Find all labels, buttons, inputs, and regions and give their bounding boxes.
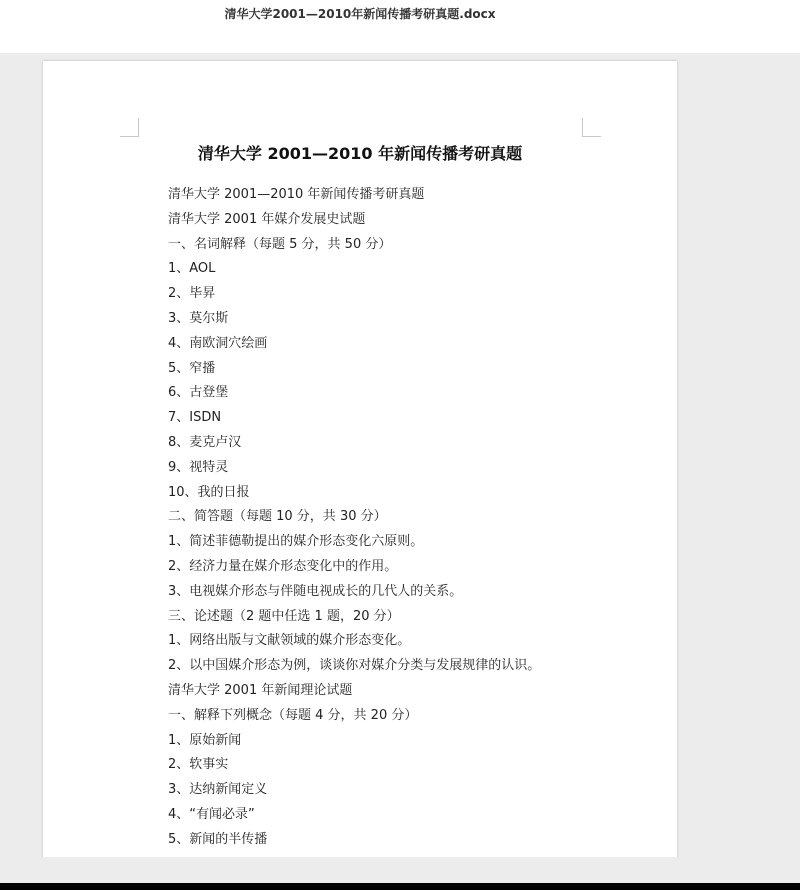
paragraph: 3、达纳新闻定义 bbox=[168, 782, 268, 798]
document-heading: 清华大学 2001—2010 年新闻传播考研真题 bbox=[197, 144, 523, 163]
document-page bbox=[43, 61, 677, 861]
margin-corner-mark-right bbox=[582, 118, 601, 137]
paragraph: 清华大学 2001 年新闻理论试题 bbox=[168, 682, 353, 698]
paragraph: 1、简述菲德勒提出的媒介形态变化六原则。 bbox=[168, 534, 424, 550]
paragraph: 8、麦克卢汉 bbox=[168, 434, 242, 450]
document-body bbox=[168, 183, 540, 853]
paragraph: 9、视特灵 bbox=[168, 459, 229, 475]
paragraph: 4、南欧洞穴绘画 bbox=[168, 335, 268, 351]
paragraph: 3、电视媒介形态与伴随电视成长的几代人的关系。 bbox=[168, 583, 463, 599]
paragraph: 2、以中国媒介形态为例，谈谈你对媒介分类与发展规律的认识。 bbox=[168, 658, 541, 674]
paragraph: 5、新闻的半传播 bbox=[168, 831, 268, 847]
title-bar bbox=[0, 0, 800, 53]
paragraph: 一、名词解释（每题 5 分，共 50 分） bbox=[168, 236, 392, 252]
paragraph: 2、毕昇 bbox=[168, 286, 216, 302]
paragraph: 2、软事实 bbox=[168, 757, 229, 773]
paragraph: 10、我的日报 bbox=[168, 484, 250, 500]
bottom-bar bbox=[0, 857, 800, 890]
paragraph: 1、AOL bbox=[168, 261, 216, 277]
paragraph: 二、简答题（每题 10 分，共 30 分） bbox=[168, 509, 387, 525]
paragraph: 三、论述题（2 题中任选 1 题，20 分） bbox=[168, 608, 400, 624]
paragraph: 1、网络出版与文献领域的媒介形态变化。 bbox=[168, 633, 411, 649]
paragraph: 5、窄播 bbox=[168, 360, 216, 376]
paragraph: 清华大学 2001 年媒介发展史试题 bbox=[168, 211, 366, 227]
paragraph: 清华大学 2001—2010 年新闻传播考研真题 bbox=[168, 187, 425, 202]
paragraph: 2、经济力量在媒介形态变化中的作用。 bbox=[168, 558, 398, 574]
paragraph: 一、解释下列概念（每题 4 分，共 20 分） bbox=[168, 707, 418, 723]
paragraph: 3、莫尔斯 bbox=[168, 310, 229, 326]
document-viewer[interactable] bbox=[0, 53, 800, 857]
paragraph: 4、“有闻必录” bbox=[168, 806, 255, 822]
document-file-name: 清华大学2001—2010年新闻传播考研真题.docx bbox=[224, 7, 496, 21]
bottom-edge bbox=[0, 883, 800, 890]
paragraph: 7、ISDN bbox=[168, 410, 222, 426]
paragraph: 6、古登堡 bbox=[168, 385, 229, 401]
paragraph: 1、原始新闻 bbox=[168, 732, 242, 748]
margin-corner-mark-left bbox=[120, 118, 139, 137]
